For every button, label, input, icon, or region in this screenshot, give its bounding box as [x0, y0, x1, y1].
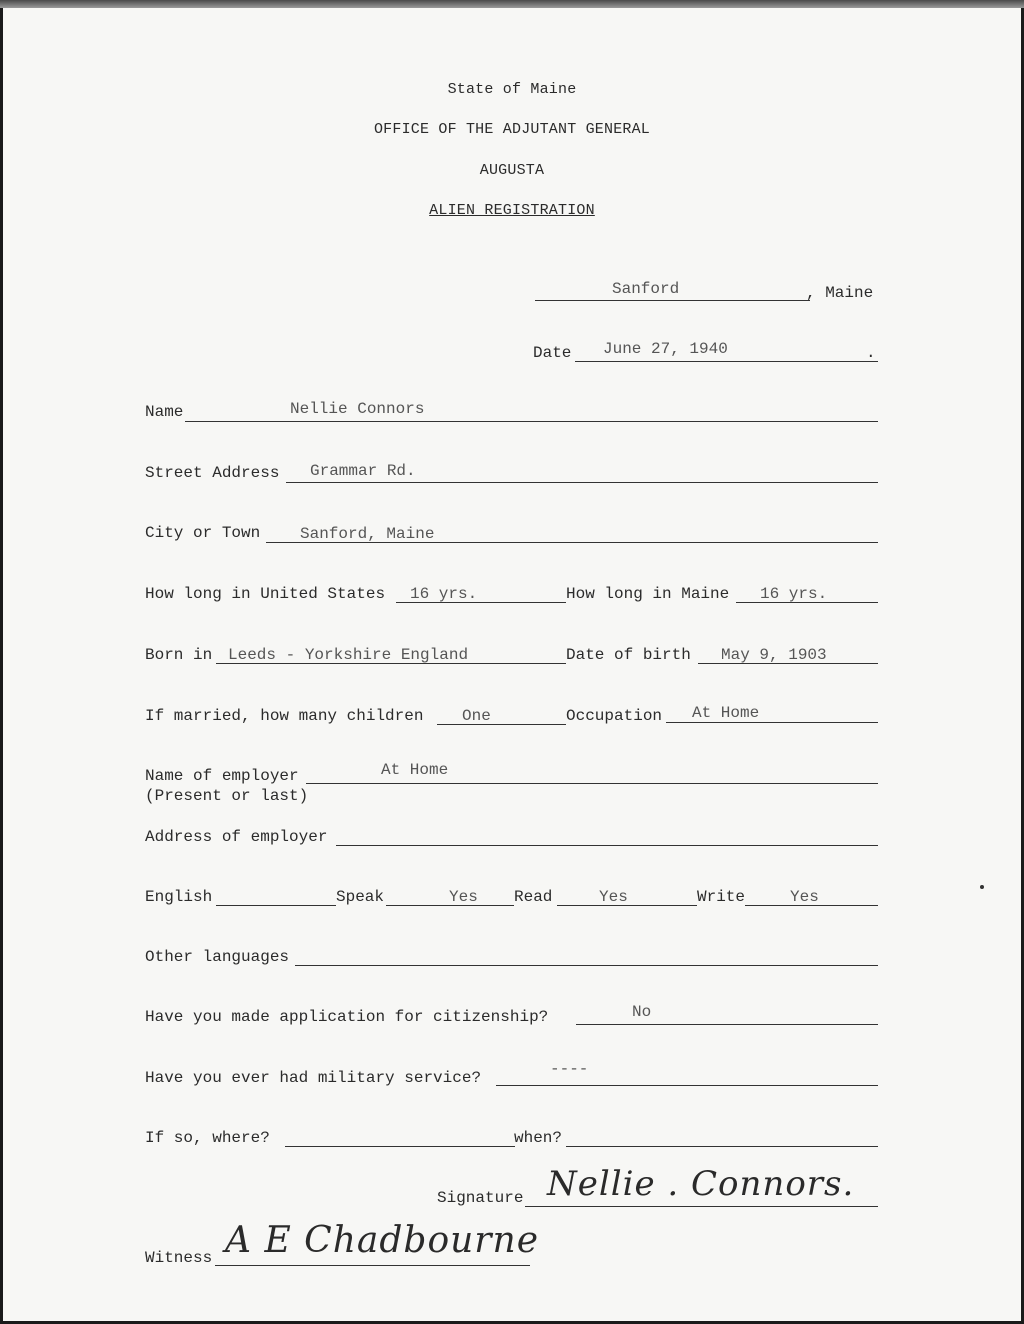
- signature-label: Signature: [437, 1189, 524, 1207]
- witness-label: Witness: [145, 1249, 213, 1267]
- employer-sublabel: (Present or last): [145, 787, 309, 805]
- where-line: [285, 1146, 515, 1147]
- read-value: Yes: [599, 888, 628, 906]
- location-town-value: Sanford: [612, 280, 680, 298]
- citizenship-label: Have you made application for citizenship?: [145, 1008, 549, 1026]
- city-heading: AUGUSTA: [479, 162, 545, 179]
- occupation-label: Occupation: [566, 707, 663, 725]
- maine-duration-value: 16 yrs.: [760, 585, 828, 603]
- signature-line: [525, 1206, 878, 1207]
- street-line: [286, 482, 878, 483]
- office-heading: OFFICE OF THE ADJUTANT GENERAL: [373, 121, 651, 138]
- state-heading: State of Maine: [447, 81, 577, 98]
- city-label: City or Town: [145, 524, 261, 542]
- us-duration-line: [396, 602, 566, 603]
- citizenship-value: No: [632, 1003, 652, 1021]
- employer-address-line: [336, 845, 878, 846]
- speak-line: [386, 905, 514, 906]
- english-label: English: [145, 888, 213, 906]
- when-line: [566, 1146, 878, 1147]
- maine-duration-line: [736, 602, 878, 603]
- read-line: [557, 905, 697, 906]
- dob-label: Date of birth: [566, 646, 691, 664]
- scan-speck: [980, 885, 984, 889]
- read-label: Read: [514, 888, 553, 906]
- employer-value: At Home: [381, 761, 449, 779]
- date-line: [575, 361, 878, 362]
- speak-value: Yes: [449, 888, 478, 906]
- location-line: [535, 300, 810, 301]
- military-line: [496, 1085, 878, 1086]
- city-line: [266, 542, 878, 543]
- when-label: when?: [514, 1129, 563, 1147]
- where-label: If so, where?: [145, 1129, 270, 1147]
- location-suffix: , Maine: [806, 284, 874, 302]
- born-in-line: [216, 663, 566, 664]
- other-languages-line: [295, 965, 878, 966]
- signature-handwriting: Nellie . Connors.: [547, 1164, 855, 1204]
- city-value: Sanford, Maine: [300, 525, 435, 543]
- name-value: Nellie Connors: [290, 400, 425, 418]
- occupation-value: At Home: [692, 704, 760, 722]
- write-value: Yes: [790, 888, 819, 906]
- date-suffix: .: [866, 344, 876, 362]
- us-duration-value: 16 yrs.: [410, 585, 478, 603]
- write-line: [745, 905, 878, 906]
- dob-value: May 9, 1903: [721, 646, 827, 664]
- name-line: [185, 421, 878, 422]
- street-label: Street Address: [145, 464, 280, 482]
- english-line: [216, 905, 336, 906]
- children-value: One: [462, 707, 491, 725]
- military-value: ----: [550, 1060, 589, 1078]
- employer-address-label: Address of employer: [145, 828, 328, 846]
- form-title: ALIEN REGISTRATION: [429, 202, 595, 219]
- other-languages-label: Other languages: [145, 948, 290, 966]
- maine-duration-label: How long in Maine: [566, 585, 730, 603]
- children-label: If married, how many children: [145, 707, 424, 725]
- military-label: Have you ever had military service?: [145, 1069, 482, 1087]
- date-value: June 27, 1940: [603, 340, 728, 358]
- occupation-line: [666, 722, 878, 723]
- employer-label: Name of employer: [145, 767, 299, 785]
- date-label: Date: [533, 344, 572, 362]
- us-duration-label: How long in United States: [145, 585, 386, 603]
- born-in-label: Born in: [145, 646, 213, 664]
- write-label: Write: [697, 888, 746, 906]
- witness-line: [215, 1265, 530, 1266]
- born-in-value: Leeds - Yorkshire England: [228, 646, 469, 664]
- scan-edge: [0, 0, 1024, 8]
- citizenship-line: [576, 1024, 878, 1025]
- employer-line: [306, 783, 878, 784]
- name-label: Name: [145, 403, 184, 421]
- witness-handwriting: A E Chadbourne: [225, 1220, 540, 1261]
- children-line: [437, 724, 566, 725]
- speak-label: Speak: [336, 888, 385, 906]
- dob-line: [698, 663, 878, 664]
- street-value: Grammar Rd.: [310, 462, 416, 480]
